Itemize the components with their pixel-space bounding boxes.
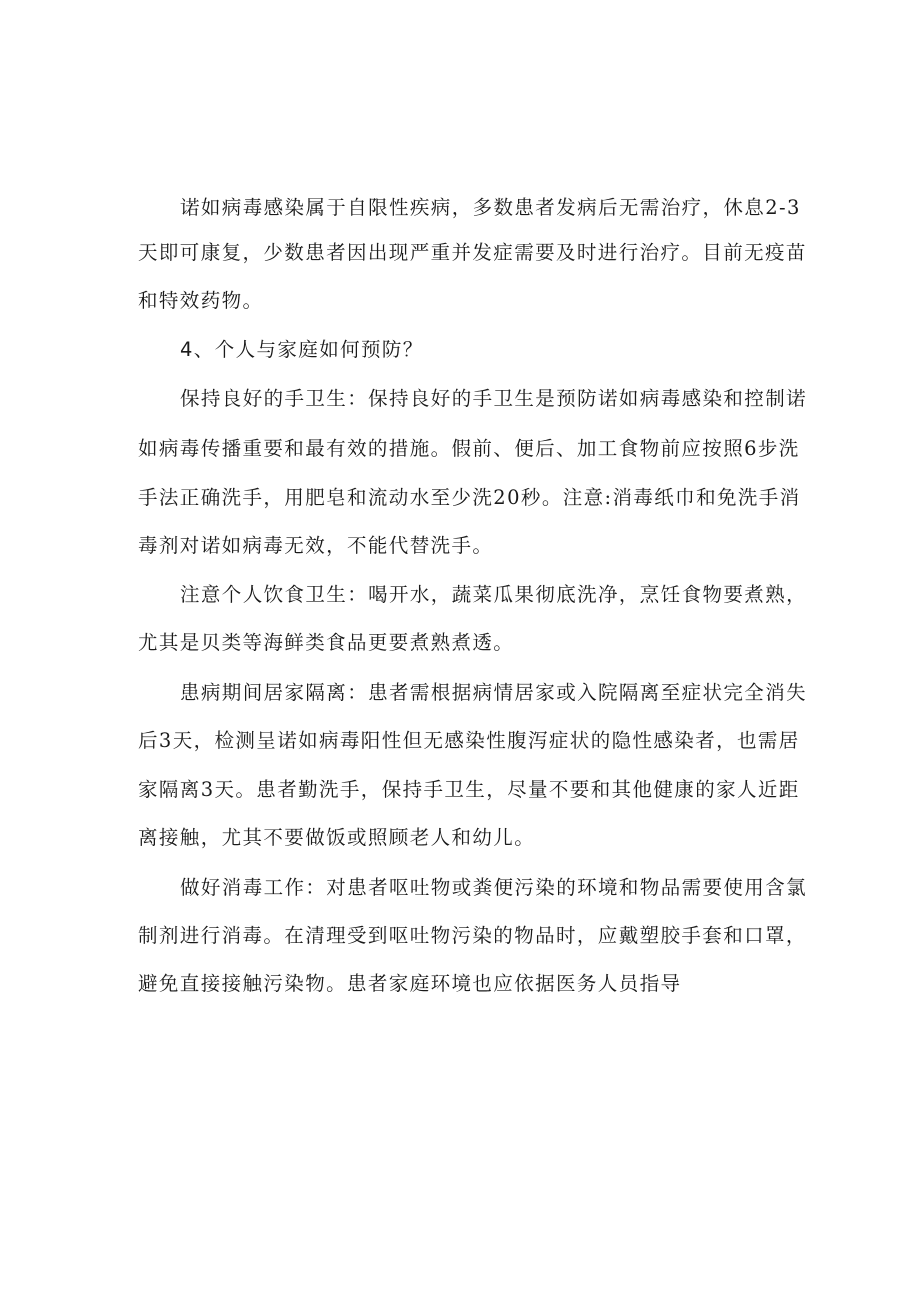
paragraph-disinfection-line-3: 避免直接接触污染物。患者家庭环境也应依据医务人员指导 — [138, 972, 682, 995]
paragraph-treatment-line-2: 天即可康复，少数患者因出现严重并发症需要及时进行治疗。目前无疫苗 — [138, 241, 807, 264]
paragraph-food-hygiene-line-2: 尤其是贝类等海鲜类食品更要煮熟煮透。 — [138, 631, 515, 654]
paragraph-hand-hygiene-line-4: 毒剂对诺如病毒无效，不能代替洗手。 — [138, 534, 494, 557]
paragraph-isolation-line-3: 家隔离3天。患者勤洗手，保持手卫生，尽量不要和其他健康的家人近距 — [138, 778, 800, 801]
paragraph-isolation-line-4: 离接触，尤其不要做饭或照顾老人和幼儿。 — [138, 826, 536, 849]
paragraph-treatment-line-3: 和特效药物。 — [138, 289, 264, 312]
paragraph-hand-hygiene-line-1: 保持良好的手卫生：保持良好的手卫生是预防诺如病毒感染和控制诺 — [180, 387, 808, 410]
paragraph-isolation-line-1: 患病期间居家隔离：患者需根据病情居家或入院隔离至症状完全消失 — [180, 681, 808, 704]
paragraph-disinfection-line-1: 做好消毒工作：对患者呕吐物或粪便污染的环境和物品需要使用含氯 — [180, 876, 808, 899]
paragraph-disinfection-line-2: 制剂进行消毒。在清理受到呕吐物污染的物品时，应戴塑胶手套和口罩， — [138, 924, 807, 947]
section-heading-prevention: 4、个人与家庭如何预防？ — [180, 338, 424, 361]
paragraph-food-hygiene-line-1: 注意个人饮食卫生：喝开水，蔬菜瓜果彻底洗净，烹饪食物要煮熟， — [180, 583, 808, 606]
paragraph-hand-hygiene-line-3: 手法正确洗手，用肥皂和流动水至少洗20秒。注意:消毒纸巾和免洗手消 — [138, 486, 801, 509]
paragraph-isolation-line-2: 后3天，检测呈诺如病毒阳性但无感染性腹泻症状的隐性感染者，也需居 — [138, 729, 800, 752]
paragraph-hand-hygiene-line-2: 如病毒传播重要和最有效的措施。假前、便后、加工食物前应按照6步洗 — [138, 437, 800, 460]
paragraph-treatment-line-1: 诺如病毒感染属于自限性疾病，多数患者发病后无需治疗，休息2-3 — [180, 196, 801, 219]
